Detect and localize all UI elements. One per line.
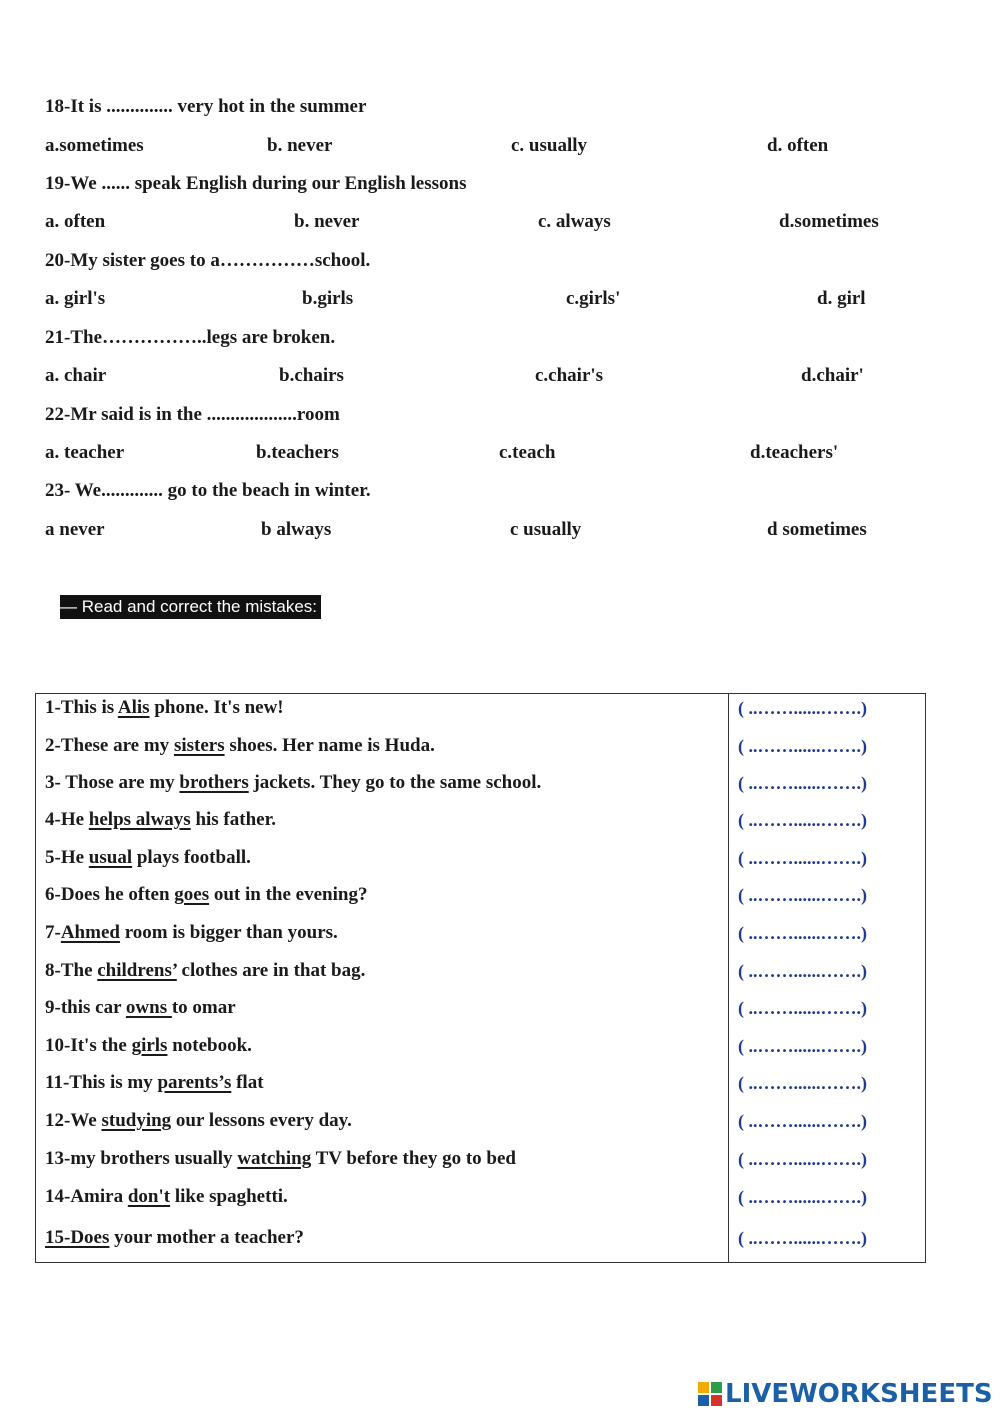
sentence-15 bbox=[45, 1227, 304, 1249]
option-a[interactable]: a. girl's bbox=[45, 288, 106, 309]
answer-field-5[interactable]: ( ..……......…….) bbox=[738, 848, 867, 868]
option-d[interactable]: d. girl bbox=[817, 288, 866, 309]
underlined-mistake: 15-Does bbox=[45, 1227, 110, 1248]
option-d[interactable]: d.teachers' bbox=[750, 442, 839, 463]
question-stem: 23- We............. go to the beach in winter. bbox=[45, 480, 371, 501]
option-b[interactable]: b.girls bbox=[302, 288, 354, 309]
option-c[interactable]: c.chair's bbox=[535, 365, 604, 386]
answer-field-4[interactable]: ( ..……......…….) bbox=[738, 810, 867, 830]
option-d[interactable]: d.sometimes bbox=[779, 211, 879, 232]
answer-field-7[interactable]: ( ..……......…….) bbox=[738, 923, 867, 943]
option-b[interactable]: b.teachers bbox=[256, 442, 339, 463]
sentence-text: your mother a teacher? bbox=[109, 1227, 304, 1248]
answer-field-1[interactable]: ( ..……......…….) bbox=[738, 698, 867, 718]
sentence-text: 7- bbox=[45, 922, 61, 943]
sentence-text: 4-He bbox=[45, 809, 89, 830]
sentence-12 bbox=[45, 1110, 352, 1132]
underlined-mistake: don't bbox=[127, 1186, 171, 1207]
option-c[interactable]: c. always bbox=[538, 211, 611, 232]
underlined-mistake: girls bbox=[131, 1035, 168, 1056]
answer-field-8[interactable]: ( ..……......…….) bbox=[738, 961, 867, 981]
sentence-text: notebook. bbox=[167, 1035, 252, 1056]
sentence-6 bbox=[45, 884, 367, 906]
underlined-mistake: Ahmed bbox=[60, 922, 120, 943]
option-b[interactable]: b. never bbox=[294, 211, 360, 232]
sentence-3 bbox=[45, 772, 541, 794]
option-c[interactable]: c. usually bbox=[511, 135, 588, 156]
sentence-13 bbox=[45, 1148, 516, 1170]
answer-field-15[interactable]: ( ..……......…….) bbox=[738, 1228, 867, 1248]
answer-field-3[interactable]: ( ..……......…….) bbox=[738, 773, 867, 793]
sentence-text: jackets. They go to the same school. bbox=[248, 772, 542, 793]
sentence-5 bbox=[45, 847, 251, 869]
logo-text: LIVEWORKSHEETS bbox=[725, 1379, 993, 1409]
sentence-text: 2-These are my bbox=[45, 735, 174, 756]
option-a[interactable]: a.sometimes bbox=[45, 135, 144, 156]
sentence-text: TV before they go to bed bbox=[311, 1148, 516, 1169]
underlined-mistake: sisters bbox=[173, 735, 225, 756]
sentence-9 bbox=[45, 997, 236, 1019]
answer-field-10[interactable]: ( ..……......…….) bbox=[738, 1036, 867, 1056]
sentence-text: to omar bbox=[171, 997, 236, 1018]
underlined-mistake: childrens’ bbox=[97, 960, 177, 981]
option-a[interactable]: a never bbox=[45, 519, 105, 540]
option-b[interactable]: b.chairs bbox=[279, 365, 344, 386]
sentence-text: 10-It's the bbox=[45, 1035, 132, 1056]
liveworksheets-logo bbox=[698, 1378, 993, 1410]
underlined-mistake: Alis bbox=[117, 697, 150, 718]
option-a[interactable]: a. often bbox=[45, 211, 106, 232]
underlined-mistake: owns bbox=[125, 997, 172, 1018]
option-a[interactable]: a. teacher bbox=[45, 442, 125, 463]
option-d[interactable]: d.chair' bbox=[801, 365, 864, 386]
sentence-text: 13-my brothers usually bbox=[45, 1148, 238, 1169]
question-stem: 18-It is .............. very hot in the summer bbox=[45, 96, 367, 117]
sentence-text: clothes are in that bag. bbox=[176, 960, 366, 981]
section-heading: — Read and correct the mistakes: bbox=[60, 595, 321, 619]
sentence-text: like spaghetti. bbox=[170, 1186, 288, 1207]
underlined-mistake: brothers bbox=[179, 772, 249, 793]
column-divider bbox=[728, 694, 729, 1262]
answer-field-9[interactable]: ( ..……......…….) bbox=[738, 998, 867, 1018]
sentence-text: room is bigger than yours. bbox=[119, 922, 338, 943]
sentence-7 bbox=[45, 922, 338, 944]
logo-icon bbox=[698, 1382, 722, 1406]
question-stem: 22-Mr said is in the ...................room bbox=[45, 404, 340, 425]
underlined-mistake: parents’s bbox=[157, 1072, 232, 1093]
option-c[interactable]: c usually bbox=[510, 519, 582, 540]
sentence-text: 12-We bbox=[45, 1110, 102, 1131]
answer-field-14[interactable]: ( ..……......…….) bbox=[738, 1187, 867, 1207]
sentence-text: 6-Does he often bbox=[45, 884, 175, 905]
sentence-text: our lessons every day. bbox=[171, 1110, 352, 1131]
answer-field-2[interactable]: ( ..……......…….) bbox=[738, 736, 867, 756]
underlined-mistake: goes bbox=[174, 884, 210, 905]
sentence-text: 1-This is bbox=[45, 697, 118, 718]
option-c[interactable]: c.teach bbox=[499, 442, 556, 463]
sentence-2 bbox=[45, 735, 435, 757]
sentence-text: flat bbox=[231, 1072, 264, 1093]
sentence-8 bbox=[45, 960, 365, 982]
sentence-1 bbox=[45, 697, 284, 719]
sentence-text: phone. It's new! bbox=[149, 697, 284, 718]
sentence-text: 14-Amira bbox=[45, 1186, 128, 1207]
sentence-text: shoes. Her name is Huda. bbox=[224, 735, 435, 756]
sentence-4 bbox=[45, 809, 276, 831]
sentence-text: 3- Those are my bbox=[45, 772, 180, 793]
sentence-11 bbox=[45, 1072, 264, 1094]
underlined-mistake: watching bbox=[237, 1148, 312, 1169]
sentence-text: out in the evening? bbox=[209, 884, 368, 905]
option-b[interactable]: b always bbox=[261, 519, 332, 540]
sentence-text: 11-This is my bbox=[45, 1072, 158, 1093]
sentence-14 bbox=[45, 1186, 288, 1208]
sentence-text: plays football. bbox=[132, 847, 251, 868]
answer-field-6[interactable]: ( ..……......…….) bbox=[738, 885, 867, 905]
answer-field-11[interactable]: ( ..……......…….) bbox=[738, 1073, 867, 1093]
sentence-10 bbox=[45, 1035, 252, 1057]
correction-table bbox=[35, 693, 926, 1263]
underlined-mistake: helps always bbox=[88, 809, 191, 830]
underlined-mistake: usual bbox=[88, 847, 133, 868]
option-b[interactable]: b. never bbox=[267, 135, 333, 156]
sentence-text: 8-The bbox=[45, 960, 98, 981]
option-c[interactable]: c.girls' bbox=[566, 288, 621, 309]
question-stem: 19-We ...... speak English during our English lessons bbox=[45, 173, 467, 194]
option-d[interactable]: d sometimes bbox=[767, 519, 867, 540]
underlined-mistake: studying bbox=[101, 1110, 172, 1131]
question-stem: 20-My sister goes to a……………school. bbox=[45, 250, 371, 271]
option-d[interactable]: d. often bbox=[767, 135, 829, 156]
answer-field-13[interactable]: ( ..……......…….) bbox=[738, 1149, 867, 1169]
question-stem: 21-The……………..legs are broken. bbox=[45, 327, 336, 348]
answer-field-12[interactable]: ( ..……......…….) bbox=[738, 1111, 867, 1131]
sentence-text: his father. bbox=[190, 809, 277, 830]
sentence-text: 9-this car bbox=[45, 997, 126, 1018]
sentence-text: 5-He bbox=[45, 847, 89, 868]
option-a[interactable]: a. chair bbox=[45, 365, 107, 386]
